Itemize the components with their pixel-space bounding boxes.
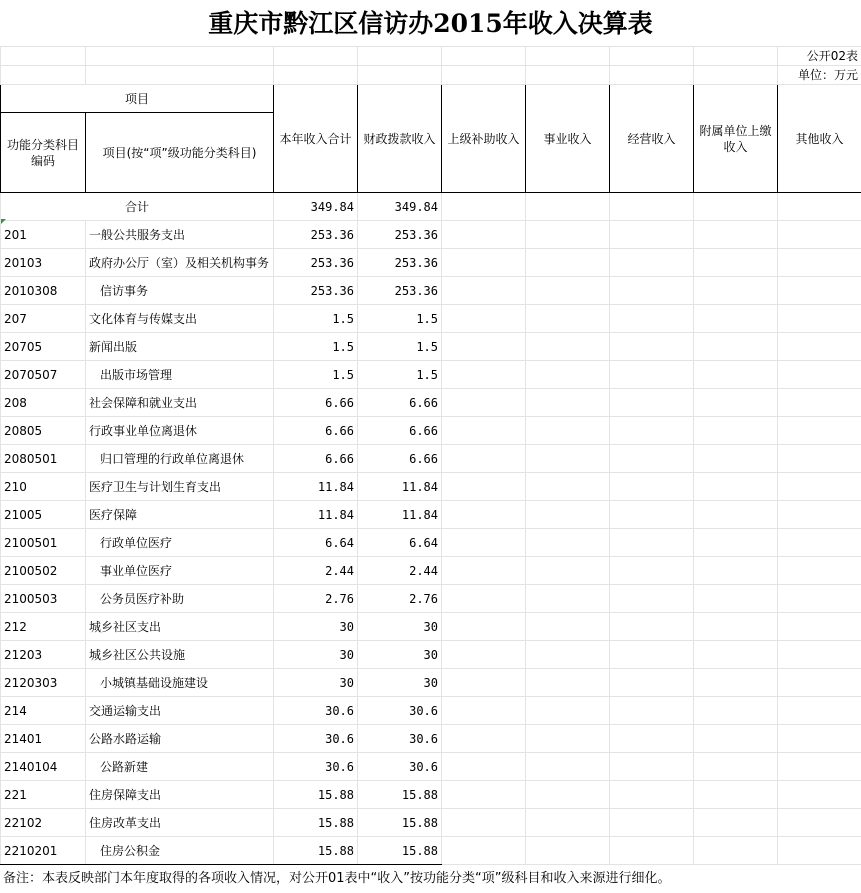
empty-cell [778,445,861,473]
row-code: 2120303 [1,669,86,697]
empty-cell [778,557,861,585]
row-sum: 6.64 [274,529,358,557]
row-fiscal: 253.36 [358,221,442,249]
table-row [1,333,861,361]
total-sum: 349.84 [274,193,358,221]
empty-cell [526,389,610,417]
empty-cell [526,613,610,641]
total-label: 合计 [1,193,274,221]
empty-cell [442,725,526,753]
table-row [1,389,861,417]
empty-cell [694,529,778,557]
row-code: 2100502 [1,557,86,585]
row-code: 21005 [1,501,86,529]
empty-cell [694,305,778,333]
empty-cell [694,333,778,361]
table-row [1,725,861,753]
empty-cell [526,641,610,669]
row-code: 201 [1,221,86,249]
row-code: 2100503 [1,585,86,613]
row-fiscal: 30 [358,669,442,697]
empty-cell [694,389,778,417]
table-row [1,417,861,445]
row-sum: 15.88 [274,809,358,837]
table-row [1,669,861,697]
empty-cell [526,305,610,333]
empty-cell [778,473,861,501]
empty-cell [442,445,526,473]
empty-cell [442,249,526,277]
table-row [1,837,861,865]
row-fiscal: 30.6 [358,697,442,725]
empty-cell [778,613,861,641]
empty-cell [778,809,861,837]
table-row [1,585,861,613]
header-col-subsidy: 上级补助收入 [442,85,526,193]
row-sum: 6.66 [274,445,358,473]
row-code: 21401 [1,725,86,753]
total-fiscal: 349.84 [358,193,442,221]
empty-cell [442,809,526,837]
empty-cell [442,837,526,865]
empty-cell [610,389,694,417]
row-name: 公务员医疗补助 [86,585,274,613]
empty-cell [694,697,778,725]
row-code: 20705 [1,333,86,361]
empty-cell [778,361,861,389]
row-code: 2210201 [1,837,86,865]
empty-cell [442,613,526,641]
empty-cell [610,333,694,361]
empty-cell [610,585,694,613]
row-code: 208 [1,389,86,417]
row-sum: 30 [274,669,358,697]
empty-cell [526,753,610,781]
row-name: 信访事务 [86,277,274,305]
row-code: 2140104 [1,753,86,781]
row-fiscal: 15.88 [358,809,442,837]
row-fiscal: 253.36 [358,249,442,277]
empty-cell [442,781,526,809]
row-name: 住房改革支出 [86,809,274,837]
row-sum: 253.36 [274,249,358,277]
header-col-fiscal: 财政拨款收入 [358,85,442,193]
empty-cell [442,641,526,669]
header-col-operating: 经营收入 [610,85,694,193]
row-code: 2100501 [1,529,86,557]
empty-cell [694,585,778,613]
header-col-other: 其他收入 [778,85,861,193]
row-fiscal: 30 [358,613,442,641]
row-name: 政府办公厅（室）及相关机构事务 [86,249,274,277]
row-sum: 30.6 [274,725,358,753]
row-sum: 15.88 [274,781,358,809]
table-row [1,361,861,389]
row-name: 医疗卫生与计划生育支出 [86,473,274,501]
unit-row [1,66,861,85]
row-fiscal: 15.88 [358,781,442,809]
row-sum: 253.36 [274,221,358,249]
row-name: 社会保障和就业支出 [86,389,274,417]
total-row [1,193,861,221]
empty-cell [610,697,694,725]
row-fiscal: 6.66 [358,445,442,473]
empty-cell [778,753,861,781]
empty-cell [694,221,778,249]
row-code: 20103 [1,249,86,277]
table-row [1,613,861,641]
row-code: 214 [1,697,86,725]
row-name: 小城镇基础设施建设 [86,669,274,697]
table-row [1,445,861,473]
empty-cell [694,837,778,865]
header-col-affiliate: 附属单位上缴收入 [694,85,778,193]
empty-cell [526,445,610,473]
row-code: 210 [1,473,86,501]
row-sum: 11.84 [274,473,358,501]
empty-cell [526,557,610,585]
empty-cell [610,837,694,865]
empty-cell [526,837,610,865]
empty-cell [694,669,778,697]
empty-cell [442,361,526,389]
row-fiscal: 30.6 [358,753,442,781]
row-fiscal: 11.84 [358,473,442,501]
row-fiscal: 1.5 [358,361,442,389]
empty-cell [694,361,778,389]
empty-cell [526,333,610,361]
row-fiscal: 6.66 [358,417,442,445]
empty-cell [442,473,526,501]
row-sum: 6.66 [274,389,358,417]
empty-cell [610,221,694,249]
empty-cell [526,781,610,809]
empty-cell [610,417,694,445]
row-code: 2070507 [1,361,86,389]
empty-cell [526,725,610,753]
empty-cell [442,277,526,305]
empty-cell [442,333,526,361]
cell-comment-marker-icon [1,219,6,224]
unit-label: 单位：万元 [778,66,861,85]
empty-cell [778,529,861,557]
table-row [1,809,861,837]
header-group: 项目 [1,85,274,113]
row-name: 归口管理的行政单位离退休 [86,445,274,473]
row-name: 医疗保障 [86,501,274,529]
empty-cell [610,613,694,641]
empty-cell [694,613,778,641]
footnote: 备注：本表反映部门本年度取得的各项收入情况，对公开01表中“收入”按功能分类“项”级科目和收入来源进行细化。 [3,871,671,886]
empty-cell [610,361,694,389]
row-sum: 30 [274,613,358,641]
row-code: 22102 [1,809,86,837]
row-fiscal: 2.44 [358,557,442,585]
row-fiscal: 1.5 [358,333,442,361]
row-name: 事业单位医疗 [86,557,274,585]
row-code: 20805 [1,417,86,445]
table-row [1,753,861,781]
empty-cell [442,221,526,249]
empty-cell [442,557,526,585]
empty-cell [610,277,694,305]
empty-cell [526,361,610,389]
empty-cell [610,501,694,529]
empty-cell [526,221,610,249]
page-title: 重庆市黔江区信访办2015年收入决算表 [208,9,653,38]
table-row [1,249,861,277]
row-name: 新闻出版 [86,333,274,361]
table-row [1,557,861,585]
row-name: 公路水路运输 [86,725,274,753]
empty-cell [694,809,778,837]
empty-cell [526,277,610,305]
row-name: 公路新建 [86,753,274,781]
row-sum: 1.5 [274,333,358,361]
empty-cell [778,305,861,333]
row-fiscal: 1.5 [358,305,442,333]
empty-cell [778,501,861,529]
empty-cell [610,249,694,277]
empty-cell [442,753,526,781]
row-code: 212 [1,613,86,641]
row-name: 交通运输支出 [86,697,274,725]
empty-cell [442,501,526,529]
row-sum: 30.6 [274,697,358,725]
empty-cell [526,529,610,557]
empty-cell [694,781,778,809]
row-fiscal: 11.84 [358,501,442,529]
empty-cell [778,389,861,417]
row-code: 2080501 [1,445,86,473]
row-sum: 2.76 [274,585,358,613]
row-name: 出版市场管理 [86,361,274,389]
row-code: 221 [1,781,86,809]
empty-cell [778,277,861,305]
row-sum: 15.88 [274,837,358,865]
row-sum: 253.36 [274,277,358,305]
empty-cell [778,221,861,249]
empty-cell [610,725,694,753]
header-col-sum: 本年收入合计 [274,85,358,193]
row-fiscal: 15.88 [358,837,442,865]
empty-cell [442,389,526,417]
empty-cell [610,445,694,473]
empty-cell [610,473,694,501]
empty-cell [526,249,610,277]
empty-cell [442,417,526,445]
row-fiscal: 30 [358,641,442,669]
row-fiscal: 6.64 [358,529,442,557]
empty-cell [694,445,778,473]
row-name: 行政单位医疗 [86,529,274,557]
empty-cell [610,529,694,557]
table-code-row [1,47,861,66]
row-sum: 1.5 [274,361,358,389]
empty-cell [694,753,778,781]
empty-cell [526,501,610,529]
empty-cell [694,473,778,501]
row-name: 行政事业单位离退休 [86,417,274,445]
row-sum: 1.5 [274,305,358,333]
empty-cell [694,641,778,669]
row-name: 住房保障支出 [86,781,274,809]
table-code: 公开02表 [778,47,861,66]
row-code: 207 [1,305,86,333]
empty-cell [694,501,778,529]
row-fiscal: 30.6 [358,725,442,753]
empty-cell [610,669,694,697]
empty-cell [694,417,778,445]
table-row [1,501,861,529]
row-sum: 30 [274,641,358,669]
table-body [1,47,861,865]
header-row-1 [1,85,861,113]
table-row [1,473,861,501]
row-fiscal: 2.76 [358,585,442,613]
table-row [1,305,861,333]
table-row [1,781,861,809]
empty-cell [526,669,610,697]
empty-cell [694,557,778,585]
table-row [1,529,861,557]
row-sum: 11.84 [274,501,358,529]
empty-cell [442,529,526,557]
row-name: 城乡社区公共设施 [86,641,274,669]
empty-cell [442,697,526,725]
empty-cell [694,725,778,753]
income-table [0,46,861,865]
header-code: 功能分类科目编码 [1,113,86,193]
empty-cell [778,641,861,669]
row-code: 21203 [1,641,86,669]
empty-cell [526,417,610,445]
empty-cell [610,753,694,781]
row-fiscal: 6.66 [358,389,442,417]
row-name: 文化体育与传媒支出 [86,305,274,333]
row-sum: 6.66 [274,417,358,445]
empty-cell [778,249,861,277]
empty-cell [778,725,861,753]
empty-cell [778,333,861,361]
table-row [1,697,861,725]
row-fiscal: 253.36 [358,277,442,305]
table-row [1,221,861,249]
empty-cell [778,585,861,613]
empty-cell [442,669,526,697]
empty-cell [526,473,610,501]
empty-cell [526,809,610,837]
table-row [1,641,861,669]
empty-cell [694,249,778,277]
empty-cell [778,417,861,445]
row-name: 住房公积金 [86,837,274,865]
empty-cell [610,781,694,809]
row-name: 一般公共服务支出 [86,221,274,249]
header-item: 项目(按“项”级功能分类科目) [86,113,274,193]
empty-cell [778,697,861,725]
empty-cell [610,305,694,333]
row-name: 城乡社区支出 [86,613,274,641]
row-code: 2010308 [1,277,86,305]
empty-cell [694,277,778,305]
header-col-business: 事业收入 [526,85,610,193]
empty-cell [442,585,526,613]
empty-cell [610,557,694,585]
empty-cell [778,669,861,697]
empty-cell [442,305,526,333]
empty-cell [778,781,861,809]
empty-cell [778,837,861,865]
empty-cell [526,585,610,613]
empty-cell [610,809,694,837]
table-row [1,277,861,305]
row-sum: 2.44 [274,557,358,585]
empty-cell [610,641,694,669]
empty-cell [526,697,610,725]
row-sum: 30.6 [274,753,358,781]
